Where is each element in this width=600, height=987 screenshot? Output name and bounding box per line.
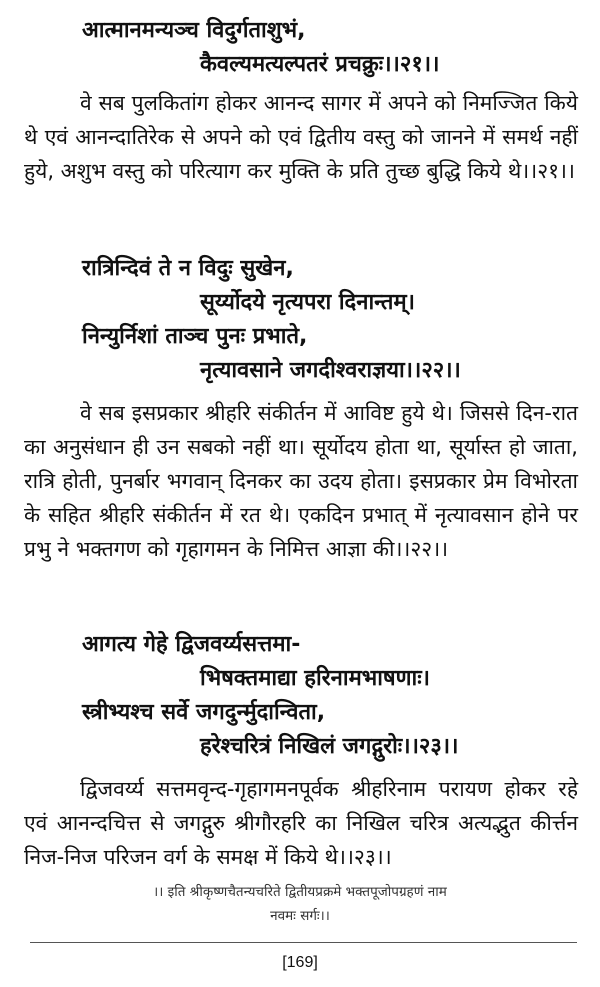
verse-21 [0,14,600,82]
chapter-colophon [20,880,580,928]
verse-22-line-2: सूर्य्योदये नृत्यपरा दिनान्तम्। [200,290,415,315]
verse-22-line-3: निन्युर्निशां ताञ्च पुनः प्रभाते, [82,324,308,349]
verse-23-line-2: भिषक्तमाद्या हरिनामभाषणाः। [200,666,430,691]
commentary-22: वे सब इसप्रकार श्रीहरि संकीर्तन में आविष्ट हुये थे। जिससे दिन-रात का अनुसंधान ही उन सबको नहीं था। सूर्योदय होता था, सूर्यास्त हो जाता, रात्रि होती, पुनर्बार भगवान् दिनकर का उदय होता। इसप्रकार प्रेम विभोरता के सहित श्रीहरि संकीर्तन में रत थे। एकदिन प्रभात् में नृत्यावसान होने पर प्रभु ने भक्तगण को गृहागमन के निमित्त आज्ञा की।।२२।। [24,401,578,561]
colophon-line-2: नवमः सर्गः।। [270,908,330,924]
footer-divider [30,942,577,943]
verse-23-line-1: आगत्य गेहे द्विजवर्य्यसत्तमा- [82,632,301,657]
verse-23-line-3: स्त्रीभ्यश्च सर्वे जगदुर्न्मुदान्विता, [82,700,326,725]
page-number: [169] [282,954,318,971]
verse-22-line-4: नृत्यावसाने जगदीश्वराज्ञया।।२२।। [200,358,461,383]
commentary-21: वे सब पुलकितांग होकर आनन्द सागर में अपने को निमज्जित किये थे एवं आनन्दातिरेक से अपने को एवं द्वितीय वस्तु को जानने में समर्थ नहीं हुये, अशुभ वस्तु को परित्याग कर मुक्ति के प्रति तुच्छ बुद्धि किये थे।।२१।। [24,91,578,183]
colophon-line-1: ।। इति श्रीकृष्णचैतन्यचरिते द्वितीयप्रक्रमे भक्तपूजोपग्रहणं नाम [153,884,447,900]
verse-21-line-1: आत्मानमन्यञ्च विदुर्गताशुभं, [82,18,306,43]
commentary-23: द्विजवर्य्य सत्तमवृन्द-गृहागमनपूर्वक श्रीहरिनाम परायण होकर रहे एवं आनन्दचित्त से जगद्गुरु श्रीगौरहरि का निखिल चरित्र अत्यद्भुत कीर्त्तन निज-निज परिजन वर्ग के समक्ष में किये थे।।२३।। [24,777,578,869]
verse-23 [0,628,600,764]
verse-22 [0,252,600,388]
verse-21-line-2: कैवल्यमत्यल्पतरं प्रचक्रुः।।२१।। [200,52,440,77]
verse-23-line-4: हरेश्चरित्रं निखिलं जगद्गुरोः।।२३।। [200,734,459,759]
verse-22-line-1: रात्रिन्दिवं ते न विदुः सुखेन, [82,256,294,281]
